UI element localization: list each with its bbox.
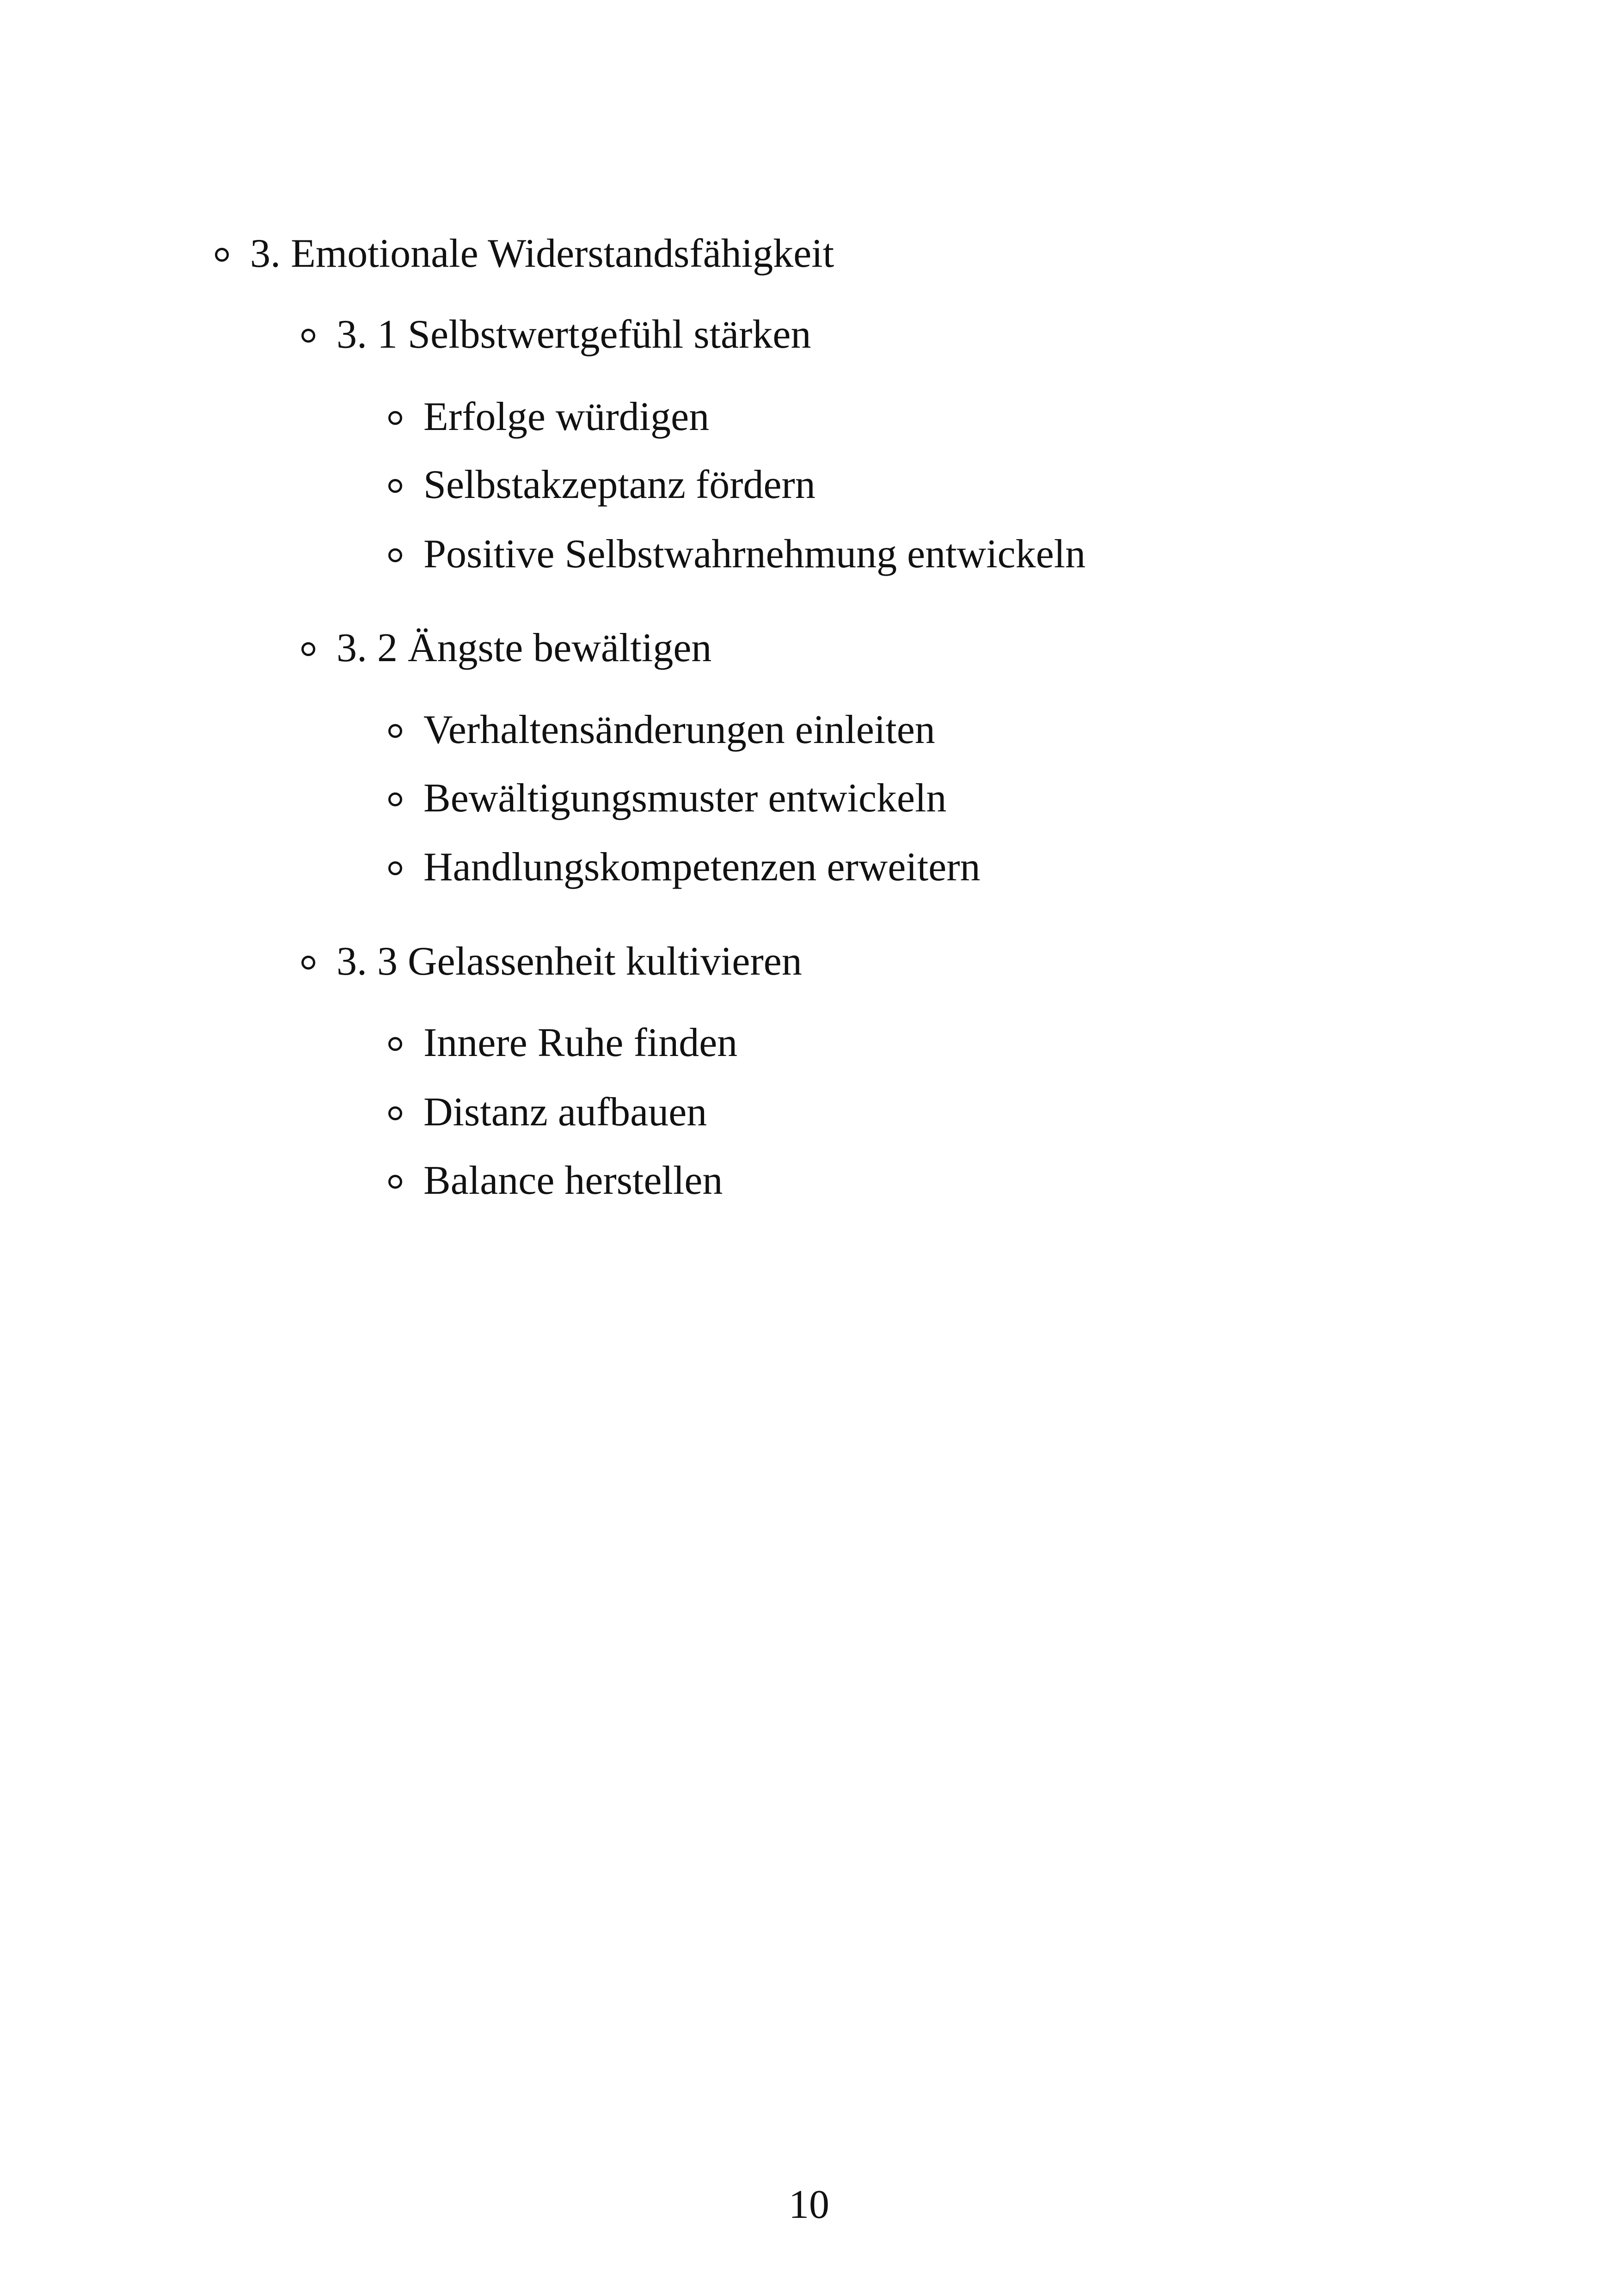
list-item-text: Bewältigungsmuster entwickeln [423, 776, 947, 821]
list-item-text: Balance herstellen [423, 1158, 723, 1203]
list-item [388, 534, 1085, 575]
list-item [388, 1020, 738, 1065]
list-item-text: Verhaltensänderungen einleiten [423, 707, 935, 752]
circle-bullet-icon [388, 861, 402, 875]
circle-bullet-icon [215, 248, 229, 262]
circle-bullet-icon [388, 548, 402, 562]
circle-bullet-icon [388, 792, 402, 806]
circle-bullet-icon [388, 411, 402, 425]
list-item [388, 847, 981, 888]
circle-bullet-icon [301, 329, 315, 343]
list-item-text: Erfolge würdigen [423, 394, 710, 439]
circle-bullet-icon [388, 1037, 402, 1051]
list-item-text: Selbstakzeptanz fördern [423, 462, 815, 507]
list-item [388, 394, 710, 439]
circle-bullet-icon [388, 1175, 402, 1189]
section-heading-text: 3. 1 Selbstwertgefühl stärken [337, 312, 811, 357]
section-heading [301, 628, 711, 669]
section-heading [301, 941, 802, 982]
list-item-text: Innere Ruhe finden [423, 1020, 738, 1065]
list-item-text: Handlungskompetenzen erweitern [423, 845, 981, 890]
list-item [388, 778, 947, 819]
circle-bullet-icon [301, 642, 315, 656]
list-item-text: Distanz aufbauen [423, 1090, 707, 1135]
outline-title [215, 233, 834, 274]
section-heading [301, 314, 811, 355]
section-heading-text: 3. 3 Gelassenheit kultivieren [337, 939, 802, 984]
circle-bullet-icon [388, 479, 402, 493]
list-item [388, 1160, 723, 1201]
list-item-text: Positive Selbstwahrnehmung entwickeln [423, 532, 1086, 577]
outline-title-text: 3. Emotionale Widerstandsfähigkeit [250, 231, 834, 276]
page-number: 10 [789, 2182, 829, 2227]
list-item [388, 1092, 707, 1133]
list-item [388, 707, 935, 752]
circle-bullet-icon [388, 724, 402, 738]
list-item [388, 462, 815, 507]
section-heading-text: 3. 2 Ängste bewältigen [337, 626, 712, 670]
circle-bullet-icon [301, 956, 315, 970]
circle-bullet-icon [388, 1106, 402, 1120]
